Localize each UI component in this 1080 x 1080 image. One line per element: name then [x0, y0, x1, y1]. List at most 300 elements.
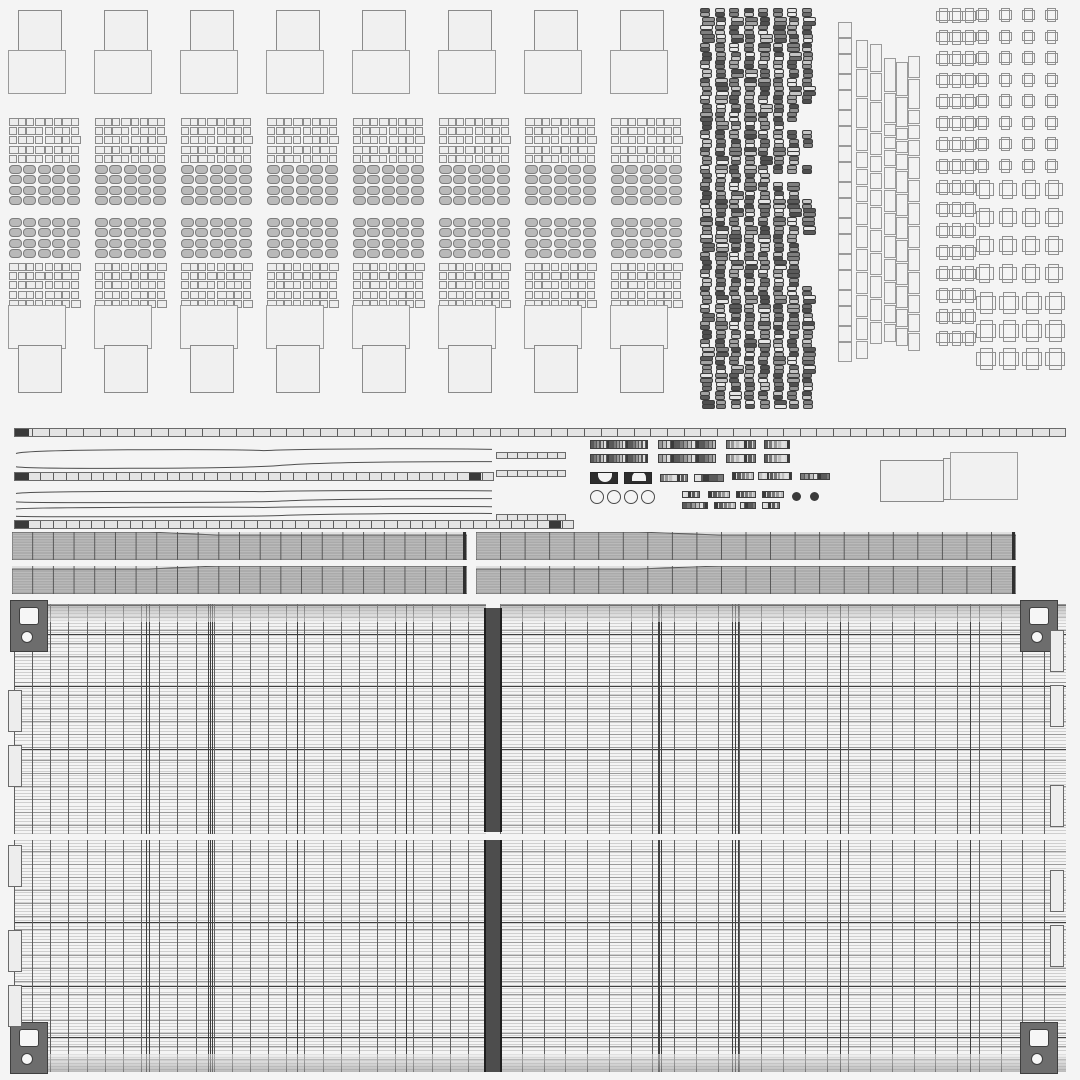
hatch-line [676, 441, 679, 449]
stack-cell [870, 207, 882, 229]
module-brick [207, 127, 215, 135]
module-blob [482, 186, 495, 195]
hatch-line [673, 475, 676, 482]
ladder-rung [308, 521, 309, 528]
module-brick [45, 155, 53, 163]
ladder-rung [53, 473, 54, 480]
uv-chip [731, 404, 741, 409]
hatch-line [709, 492, 712, 498]
ladder-rung [320, 429, 321, 436]
module-brick [628, 146, 636, 154]
cross-island-h [936, 204, 950, 214]
detail-tile [740, 502, 756, 509]
module-blob [9, 249, 22, 258]
ladder-rung [117, 429, 118, 436]
module-blob [296, 186, 309, 195]
ladder-rung [129, 473, 130, 480]
stack-cell [896, 154, 908, 170]
module-blob [38, 249, 51, 258]
hatch-line [727, 441, 730, 449]
ladder-rung [667, 429, 668, 436]
module-brick [570, 136, 578, 144]
mesh-side-tab [8, 985, 22, 1027]
hatch-line [681, 475, 684, 482]
detail-tile [694, 474, 724, 482]
module-brick [131, 118, 139, 126]
module-blob [497, 175, 510, 184]
module-blob [239, 228, 252, 237]
hatch-line [741, 492, 744, 498]
module-brick [104, 146, 112, 154]
module-brick [217, 146, 225, 154]
module-brick [492, 155, 500, 163]
module-blob [181, 218, 194, 227]
module-brick [26, 136, 34, 144]
module-blob [439, 175, 452, 184]
module-blob [124, 249, 137, 258]
module-blob [281, 218, 294, 227]
cross-island-h [949, 140, 963, 150]
module-blob [497, 218, 510, 227]
hatch-line [781, 492, 784, 498]
module-blob [224, 196, 237, 205]
module-blob [224, 239, 237, 248]
ladder-cap [15, 521, 29, 529]
module-blob [95, 175, 108, 184]
module-brick [190, 127, 198, 135]
module-brick [379, 127, 387, 135]
module-brick [578, 291, 586, 299]
hatch-line [778, 441, 781, 449]
module-brick [379, 263, 387, 271]
module-brick [190, 281, 198, 289]
hatch-line [695, 475, 701, 482]
module-brick [656, 118, 664, 126]
mesh-center-edge [500, 840, 502, 1072]
module-brick [664, 263, 672, 271]
module-blob [195, 239, 208, 248]
module-brick [312, 291, 320, 299]
module-blob [583, 239, 596, 248]
hatch-line [744, 441, 747, 449]
corner-bracket [1020, 1022, 1058, 1074]
module-brick [267, 272, 275, 280]
module-blob [181, 165, 194, 174]
module-brick [121, 155, 129, 163]
detail-bar [764, 454, 790, 463]
module-brick [329, 118, 337, 126]
module-blob [23, 165, 36, 174]
stack-cell [896, 62, 908, 96]
ladder-rung [547, 471, 548, 476]
module-brick [198, 272, 206, 280]
cross-island-h [999, 75, 1012, 85]
module-brick [71, 300, 81, 308]
module-brick [587, 136, 597, 144]
cross-island-h [976, 267, 994, 280]
module-brick [647, 118, 655, 126]
cross-island-h [1045, 10, 1058, 20]
module-brick [190, 146, 198, 154]
uv-chip [787, 117, 797, 122]
module-brick [398, 118, 406, 126]
hatch-line [700, 441, 703, 449]
module-blob [67, 228, 80, 237]
module-blob [325, 165, 338, 174]
hatch-line [782, 441, 785, 449]
module-brick [475, 118, 483, 126]
module-blob [453, 218, 466, 227]
module-blob [353, 186, 366, 195]
cross-island-h [976, 75, 989, 85]
ladder-rung [303, 429, 304, 436]
ladder-rung [295, 521, 296, 528]
stack-cell [884, 324, 896, 342]
stack-cell [856, 152, 868, 168]
module-blob [95, 165, 108, 174]
module-brick [542, 272, 550, 280]
module-brick [54, 263, 62, 271]
stack-cell [856, 226, 868, 248]
hatch-line [763, 492, 766, 498]
hatch-line [782, 473, 785, 480]
module-blob [124, 165, 137, 174]
hatch-line [620, 455, 622, 463]
module-brick [207, 281, 215, 289]
cross-island-h [976, 10, 989, 20]
module-brick [406, 281, 414, 289]
module-blob [52, 196, 65, 205]
stack-cell [838, 54, 852, 74]
module-brick [484, 136, 492, 144]
module-blob [453, 196, 466, 205]
module-brick [54, 146, 62, 154]
hatch-line [607, 455, 609, 463]
module-brick [54, 291, 62, 299]
module-brick [637, 281, 645, 289]
ladder-rung [517, 453, 518, 458]
module-brick [329, 291, 337, 299]
module-blob [267, 175, 280, 184]
module-blob [181, 196, 194, 205]
module-plate-bottom [266, 305, 324, 349]
cross-island-h [999, 296, 1019, 311]
module-brick [121, 291, 129, 299]
module-blob [554, 239, 567, 248]
module-brick [542, 291, 550, 299]
module-brick [45, 127, 53, 135]
module-blob [281, 186, 294, 195]
ladder-rung [193, 521, 194, 528]
module-brick [561, 263, 569, 271]
module-blob [23, 218, 36, 227]
module-blob [568, 218, 581, 227]
module-blob [239, 165, 252, 174]
module-brick [501, 136, 511, 144]
module-brick [448, 272, 456, 280]
bracket-hole [19, 607, 39, 625]
module-brick [370, 118, 378, 126]
ladder-rung [617, 429, 618, 436]
hatch-line [818, 474, 821, 480]
module-brick [284, 146, 292, 154]
hatch-line [688, 492, 691, 498]
ladder-rung [253, 429, 254, 436]
module-brick [406, 155, 414, 163]
module-brick [303, 272, 311, 280]
module-blob [654, 249, 667, 258]
module-blob [95, 218, 108, 227]
module-blob [52, 175, 65, 184]
module-blob [325, 228, 338, 237]
detail-tile [762, 502, 780, 509]
module-plate-bottom [352, 305, 410, 349]
spline-strip [14, 506, 494, 518]
stack-cell [870, 190, 882, 206]
hatch-line [683, 492, 686, 498]
hatch-line [810, 474, 813, 480]
module-brick [465, 272, 475, 280]
uv-chip [787, 169, 797, 174]
ladder-rung [527, 515, 528, 520]
circle-island [641, 490, 655, 504]
module-brick [448, 155, 456, 163]
module-blob [583, 196, 596, 205]
module-blob [353, 175, 366, 184]
ladder-rung [551, 429, 552, 436]
hatch-line [697, 492, 700, 498]
module-brick [234, 291, 242, 299]
hatch-line [633, 455, 635, 463]
hatch-line [740, 441, 743, 449]
module-brick [398, 272, 406, 280]
module-blob [153, 196, 166, 205]
module-blob [367, 228, 380, 237]
module-brick [217, 263, 225, 271]
module-brick [389, 272, 397, 280]
module-brick [104, 118, 112, 126]
ladder-rung [219, 429, 220, 436]
module-blob [109, 186, 122, 195]
module-brick [475, 272, 483, 280]
module-blob [181, 239, 194, 248]
module-brick [379, 136, 387, 144]
hatch-line [713, 492, 716, 498]
module-brick [284, 136, 292, 144]
cross-island-h [976, 96, 989, 106]
module-brick [673, 146, 681, 154]
module-brick [329, 281, 337, 289]
ladder-rung [331, 473, 332, 480]
module-brick [121, 127, 129, 135]
cross-island-h [1022, 296, 1042, 311]
module-blob [224, 165, 237, 174]
module-brick [587, 118, 595, 126]
stack-cell [856, 169, 868, 185]
module-brick [234, 155, 242, 163]
module-blob [468, 228, 481, 237]
module-brick [353, 127, 361, 135]
ladder-rung [66, 521, 67, 528]
module-blob [525, 228, 538, 237]
hatch-line [646, 441, 648, 449]
stack-cell [870, 230, 882, 252]
module-brick [207, 118, 217, 126]
module-brick [370, 146, 378, 154]
detail-tile [800, 473, 830, 480]
detail-tile [682, 491, 700, 498]
module-brick [389, 155, 397, 163]
ladder-rung [359, 521, 360, 528]
module-brick [501, 291, 509, 299]
hatch-line [782, 455, 785, 463]
cross-island-h [999, 32, 1012, 42]
module-brick [243, 291, 251, 299]
module-brick [647, 146, 655, 154]
module-brick [456, 136, 464, 144]
module-brick [647, 281, 655, 289]
uv-chip [802, 99, 812, 104]
module-blob [611, 175, 624, 184]
ladder-rung [371, 521, 372, 528]
module-blob [482, 165, 495, 174]
cross-island-h [1045, 267, 1063, 280]
module-brick [628, 136, 636, 144]
module-blob [9, 186, 22, 195]
module-blob [124, 239, 137, 248]
module-brick [35, 155, 43, 163]
module-brick [456, 291, 464, 299]
module-brick [570, 291, 578, 299]
bracket-hole [21, 631, 33, 643]
module-brick [226, 136, 234, 144]
module-brick [620, 263, 628, 271]
module-brick [207, 291, 215, 299]
module-blob [468, 186, 481, 195]
module-blob [138, 218, 151, 227]
module-brick [198, 118, 206, 126]
module-blob [9, 175, 22, 184]
hatch-line [696, 503, 699, 509]
module-brick [329, 263, 339, 271]
stack-cell [908, 56, 920, 78]
mesh-side-tab [1050, 685, 1064, 727]
module-brick [148, 263, 156, 271]
top-module [436, 0, 520, 410]
stack-cell [908, 125, 920, 139]
hatch-line [736, 441, 739, 449]
module-brick [570, 272, 578, 280]
ladder-rung [371, 429, 372, 436]
module-blob [353, 228, 366, 237]
ladder-rung [354, 429, 355, 436]
module-brick [303, 281, 311, 289]
module-blob [224, 249, 237, 258]
ladder-rung [185, 429, 186, 436]
module-brick [312, 272, 320, 280]
cross-island-h [1045, 296, 1065, 311]
ladder-strip [14, 520, 574, 529]
ladder-rung [242, 473, 243, 480]
ladder-cap [15, 473, 29, 481]
ladder-rung [717, 429, 718, 436]
module-brick [647, 127, 655, 135]
ladder-rung [333, 521, 334, 528]
cross-island-h [999, 324, 1019, 339]
module-blob [67, 196, 80, 205]
cross-island-h [1022, 183, 1040, 196]
module-blob [38, 165, 51, 174]
module-blob [153, 165, 166, 174]
module-blob [67, 175, 80, 184]
ladder-rung [422, 429, 423, 436]
module-blob [310, 186, 323, 195]
module-blob [625, 165, 638, 174]
module-blob [583, 228, 596, 237]
module-brick [415, 281, 423, 289]
cross-island-h [949, 290, 963, 300]
ladder-rung [180, 521, 181, 528]
module-brick [534, 127, 542, 135]
stack-cell [838, 342, 852, 362]
module-brick [448, 263, 456, 271]
stack-cell [870, 73, 882, 101]
cross-island-h [1045, 118, 1058, 128]
module-brick [525, 136, 533, 144]
module-blob [9, 228, 22, 237]
module-brick [587, 127, 595, 135]
mesh-side-tab [8, 690, 22, 732]
circle-island [590, 490, 604, 504]
module-brick [406, 127, 414, 135]
module-blob [583, 186, 596, 195]
module-brick [276, 272, 284, 280]
stack-cell [870, 322, 882, 344]
cross-island-h [949, 118, 963, 128]
module-blob [195, 165, 208, 174]
module-brick [415, 272, 423, 280]
module-brick [18, 118, 26, 126]
module-brick [9, 281, 17, 289]
cross-island-h [936, 161, 950, 171]
module-brick [475, 263, 483, 271]
dot-island [810, 492, 819, 501]
module-blob [124, 186, 137, 195]
module-brick [542, 146, 550, 154]
cross-island-h [1045, 352, 1065, 367]
cross-island-h [976, 118, 989, 128]
ladder-rung [444, 473, 445, 480]
module-brick [456, 263, 464, 271]
spline-strip [14, 448, 494, 470]
module-blob [325, 175, 338, 184]
hatch-line [626, 441, 628, 449]
module-blob [497, 165, 510, 174]
module-blob [267, 196, 280, 205]
hatch-line [753, 492, 756, 498]
module-brick [673, 291, 681, 299]
module-brick [71, 136, 81, 144]
module-brick [362, 155, 370, 163]
hatch-line [604, 441, 606, 449]
cross-island-h [976, 183, 994, 196]
cross-island-h [1045, 75, 1058, 85]
corner-bracket [10, 1022, 48, 1074]
module-brick [415, 118, 423, 126]
module-blob [411, 175, 424, 184]
hatch-line [710, 475, 716, 482]
hatch-line [769, 441, 772, 449]
